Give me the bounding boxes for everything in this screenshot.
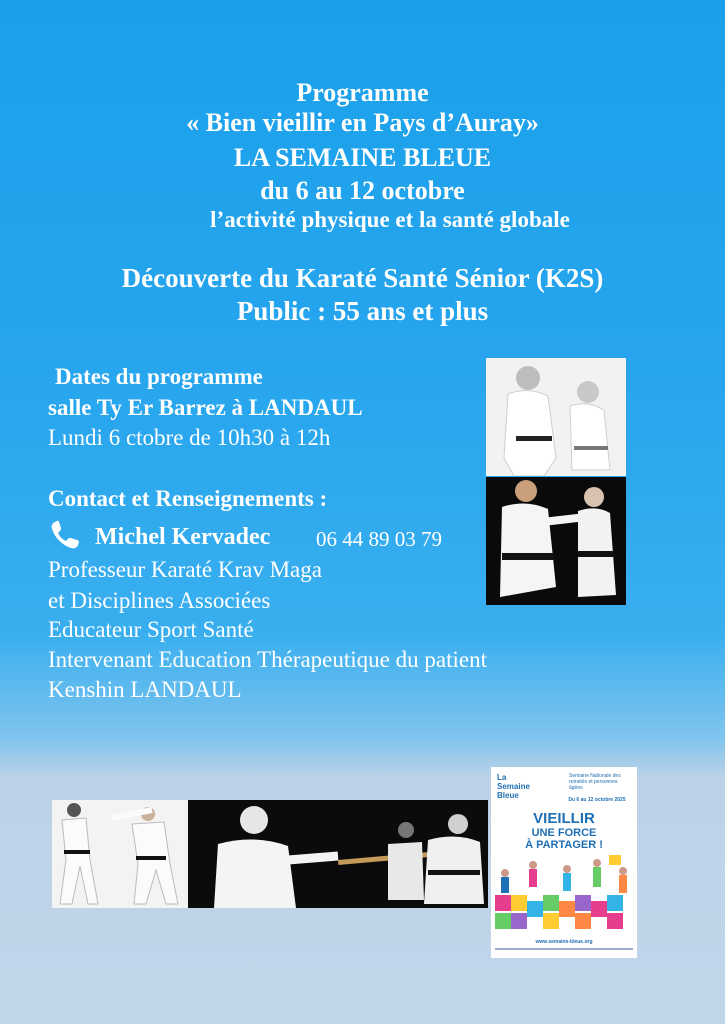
poster-headline-2: UNE FORCE bbox=[531, 827, 597, 839]
contact-role-2: et Disciplines Associées bbox=[48, 588, 271, 613]
contact-role-4: Intervenant Education Thérapeutique du patient bbox=[48, 647, 487, 672]
contact-role-3: Educateur Sport Santé bbox=[48, 617, 254, 642]
poster-brand: La Semaine Bleue bbox=[497, 773, 530, 800]
semaine-bleue-poster bbox=[491, 767, 637, 958]
contact-heading: Contact et Renseignements : bbox=[48, 486, 328, 511]
karate-pair-photo bbox=[52, 800, 188, 908]
audience-text: Public : 55 ans et plus bbox=[236, 296, 489, 326]
poster-url: www.semaine-bleue.org bbox=[535, 939, 593, 945]
session-text: Lundi 6 ctobre de 10h30 à 12h bbox=[48, 425, 331, 450]
contact-role-5: Kenshin LANDAUL bbox=[48, 677, 242, 702]
poster-headline-1: VIEILLIR bbox=[533, 810, 595, 827]
programme-title: Programme bbox=[296, 78, 429, 107]
dates-heading: Dates du programme bbox=[55, 364, 263, 389]
karate-women-photo bbox=[486, 477, 626, 605]
contact-phone[interactable]: 06 44 89 03 79 bbox=[316, 527, 442, 551]
activity-title: Découverte du Karaté Santé Sénior (K2S) bbox=[121, 263, 604, 293]
karate-seniors-photo bbox=[486, 358, 626, 476]
contact-role-1: Professeur Karaté Krav Maga bbox=[48, 557, 322, 582]
poster-headline-3: À PARTAGER ! bbox=[525, 839, 603, 851]
karate-photo-strip bbox=[52, 800, 488, 908]
poster-footer-line bbox=[495, 948, 633, 950]
programme-subtitle: « Bien vieillir en Pays d’Auray» bbox=[186, 108, 539, 137]
phone-icon bbox=[48, 519, 82, 551]
event-name: LA SEMAINE BLEUE bbox=[233, 143, 492, 172]
poster-puzzle-illustration bbox=[491, 855, 637, 935]
contact-name: Michel Kervadec bbox=[95, 524, 271, 550]
event-theme: l’activité physique et la santé globale bbox=[210, 207, 570, 232]
event-dates: du 6 au 12 octobre bbox=[260, 176, 465, 205]
poster-dates: Du 6 au 12 octobre 2025 bbox=[568, 797, 626, 803]
venue-text: salle Ty Er Barrez à LANDAUL bbox=[48, 395, 363, 420]
poster-subtitle: Semaine Nationale des retraités et personnes âgées bbox=[569, 773, 621, 791]
